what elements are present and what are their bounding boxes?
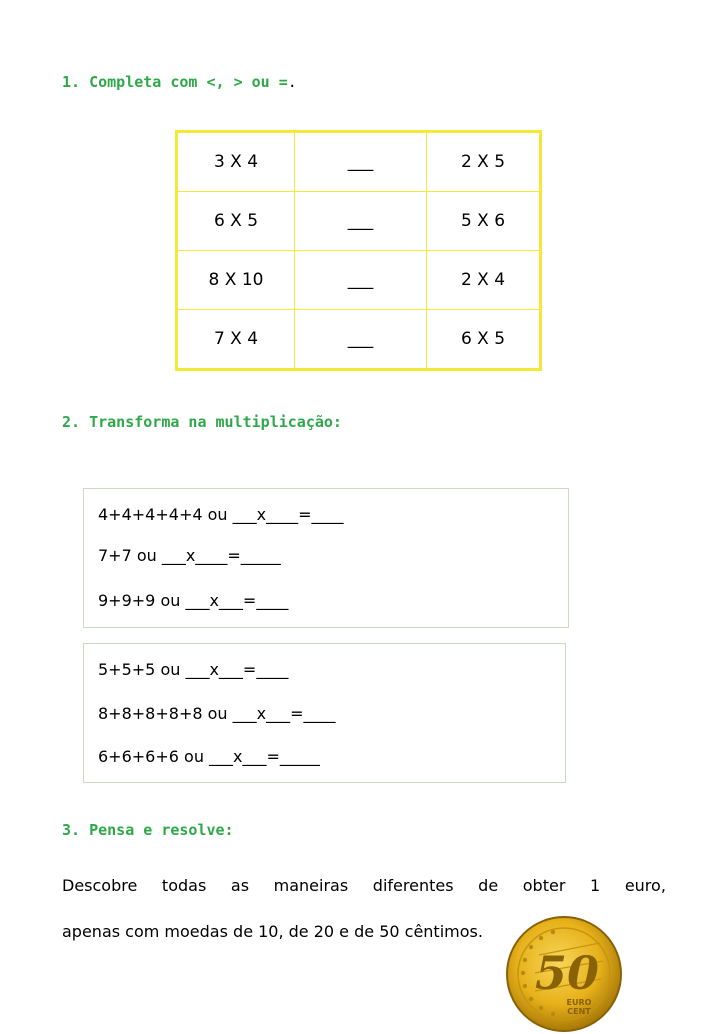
left-expression: 8 X 10 xyxy=(177,251,295,310)
table-row xyxy=(177,132,541,192)
problem-text-line-1 xyxy=(62,876,666,895)
section-1-number: 1. xyxy=(62,73,81,91)
euro-50-cent-coin-icon xyxy=(505,915,623,1033)
section-1-heading xyxy=(62,73,297,91)
right-expression: 2 X 5 xyxy=(427,132,541,192)
multiplication-box-2 xyxy=(83,643,566,783)
right-expression: 2 X 4 xyxy=(427,251,541,310)
word: as xyxy=(230,876,250,895)
word: 1 xyxy=(590,876,601,895)
exercise-line[interactable]: 4+4+4+4+4 ou ___x____=____ xyxy=(98,505,344,524)
word: maneiras xyxy=(273,876,349,895)
right-expression: 6 X 5 xyxy=(427,310,541,370)
answer-blank[interactable]: ___ xyxy=(295,192,427,251)
left-expression: 3 X 4 xyxy=(177,132,295,192)
coin-value: 50 xyxy=(534,946,600,1000)
word: diferentes xyxy=(372,876,454,895)
left-expression: 6 X 5 xyxy=(177,192,295,251)
word: obter xyxy=(522,876,566,895)
exercise-line[interactable]: 5+5+5 ou ___x___=____ xyxy=(98,660,289,679)
problem-text-line-2: apenas com moedas de 10, de 20 e de 50 cêntimos. xyxy=(62,922,483,941)
multiplication-box-1 xyxy=(83,488,569,628)
section-1-text: Completa com xyxy=(89,73,198,91)
answer-blank[interactable]: ___ xyxy=(295,132,427,192)
exercise-line[interactable]: 6+6+6+6 ou ___x___=_____ xyxy=(98,747,320,766)
coin-caption-top: EURO xyxy=(566,998,592,1007)
answer-blank[interactable]: ___ xyxy=(295,251,427,310)
coin-caption-bottom: CENT xyxy=(567,1007,591,1016)
table-row xyxy=(177,251,541,310)
symbol-or: ou xyxy=(251,73,270,91)
word: euro, xyxy=(624,876,666,895)
symbol-equal: = xyxy=(278,73,288,91)
section-2-heading: 2. Transforma na multiplicação: xyxy=(62,413,342,431)
exercise-line[interactable]: 9+9+9 ou ___x___=____ xyxy=(98,591,289,610)
word: Descobre xyxy=(62,876,138,895)
symbol-less-than: <, xyxy=(206,73,225,91)
answer-blank[interactable]: ___ xyxy=(295,310,427,370)
table-row xyxy=(177,310,541,370)
symbol-greater-than: > xyxy=(233,73,243,91)
exercise-line[interactable]: 7+7 ou ___x____=_____ xyxy=(98,546,281,565)
right-expression: 5 X 6 xyxy=(427,192,541,251)
exercise-line[interactable]: 8+8+8+8+8 ou ___x___=____ xyxy=(98,704,336,723)
table-row xyxy=(177,192,541,251)
section-3-heading: 3. Pensa e resolve: xyxy=(62,821,234,839)
left-expression: 7 X 4 xyxy=(177,310,295,370)
section-1-period: . xyxy=(287,73,297,91)
word: todas xyxy=(161,876,207,895)
word: de xyxy=(478,876,499,895)
comparison-table xyxy=(175,130,542,371)
